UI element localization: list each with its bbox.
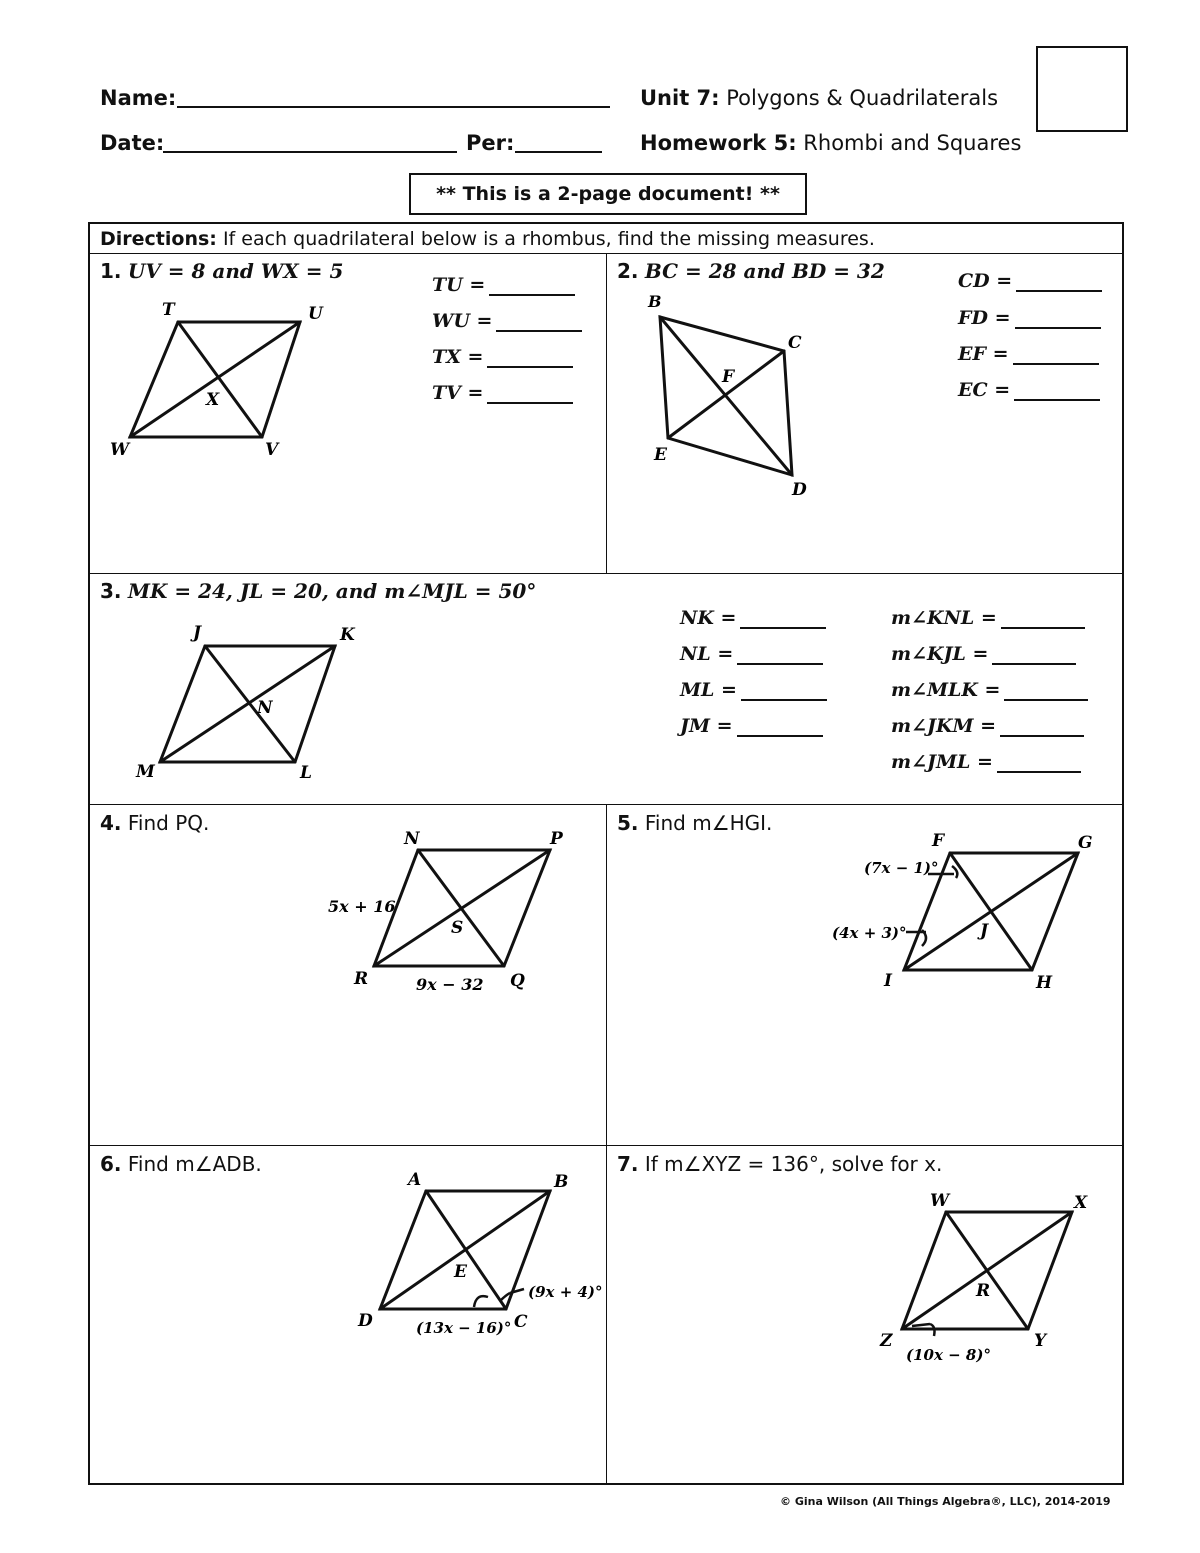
vertex-label-n: N xyxy=(257,698,273,718)
answer-blank[interactable]: CD = xyxy=(958,270,1102,292)
problem-given: MK = 24, JL = 20, and m∠MJL = 50° xyxy=(127,579,537,603)
copyright: © Gina Wilson (All Things Algebra®, LLC), 2014-2019 xyxy=(780,1495,1111,1508)
directions xyxy=(100,228,875,250)
rhombus-diagram-6 xyxy=(350,1165,610,1345)
homework-title: Rhombi and Squares xyxy=(803,131,1022,155)
vertex-label-y: Y xyxy=(1034,1331,1047,1351)
unit-label: Unit 7: xyxy=(640,86,720,110)
rhombus-diagram-5 xyxy=(826,826,1106,996)
angle-expression: (10x − 8)° xyxy=(906,1346,991,1364)
problem-3-statement xyxy=(100,579,536,603)
directions-text: If each quadrilateral below is a rhombus, find the missing measures. xyxy=(222,228,875,250)
unit-heading xyxy=(640,86,998,110)
vertex-label-a: A xyxy=(408,1170,422,1190)
answer-blank[interactable]: TV = xyxy=(432,382,573,404)
problem-5-statement xyxy=(617,811,772,835)
answer-blank[interactable]: TX = xyxy=(432,346,573,368)
vertex-label-d: D xyxy=(792,480,807,500)
vertex-label-c: C xyxy=(514,1312,528,1332)
vertex-label-g: G xyxy=(1078,833,1093,853)
problem-prompt: Find PQ. xyxy=(127,811,210,835)
two-page-banner: ** This is a 2-page document! ** xyxy=(409,173,807,215)
answer-blank[interactable]: TU = xyxy=(432,274,575,296)
angle-expression-top: (7x − 1)° xyxy=(864,859,939,877)
vertex-label-r: R xyxy=(976,1281,991,1301)
vertex-label-x: X xyxy=(206,390,220,410)
vertex-label-f: F xyxy=(932,831,945,851)
vertex-label-q: Q xyxy=(510,971,525,991)
answer-blank[interactable]: m∠MLK = xyxy=(891,679,1088,701)
problem-prompt: If m∠XYZ = 136°, solve for x. xyxy=(644,1152,943,1176)
problem-7-statement xyxy=(617,1152,942,1176)
period-label: Per: xyxy=(466,131,515,155)
answer-blank[interactable]: EF = xyxy=(958,343,1099,365)
angle-expression-bottom: (4x + 3)° xyxy=(832,924,907,942)
problem-4-statement xyxy=(100,811,209,835)
problem-number: 3. xyxy=(100,579,122,603)
period-field[interactable] xyxy=(515,151,602,153)
vertex-label-t: T xyxy=(162,300,175,320)
problem-number: 5. xyxy=(617,811,639,835)
answer-blank[interactable]: ML = xyxy=(680,679,827,701)
answer-blank[interactable]: NL = xyxy=(680,643,823,665)
vertex-label-r: R xyxy=(354,969,369,989)
vertex-label-c: C xyxy=(788,333,802,353)
problem-number: 2. xyxy=(617,259,639,283)
vertex-label-s: S xyxy=(451,918,464,938)
vertex-label-p: P xyxy=(550,829,563,849)
answer-blank[interactable]: NK = xyxy=(680,607,826,629)
problem-6-statement xyxy=(100,1152,262,1176)
vertex-label-w: W xyxy=(930,1191,950,1211)
grid-divider xyxy=(606,804,607,1485)
grid-divider xyxy=(606,253,607,573)
bottom-expression: 9x − 32 xyxy=(416,975,484,994)
rhombus-diagram-1 xyxy=(100,295,340,465)
vertex-label-v: V xyxy=(265,440,279,460)
problem-prompt: Find m∠ADB. xyxy=(127,1152,262,1176)
angle-expression-bottom: (13x − 16)° xyxy=(416,1319,512,1337)
vertex-label-f: F xyxy=(722,367,735,387)
vertex-label-u: U xyxy=(308,304,323,324)
vertex-label-x: X xyxy=(1074,1193,1088,1213)
vertex-label-m: M xyxy=(136,762,155,782)
vertex-label-w: W xyxy=(110,440,130,460)
vertex-label-j: J xyxy=(193,623,202,643)
vertex-label-n: N xyxy=(404,829,420,849)
vertex-label-b: B xyxy=(554,1172,569,1192)
answer-blank[interactable]: m∠KNL = xyxy=(891,607,1085,629)
vertex-label-e: E xyxy=(454,1262,467,1282)
date-label: Date: xyxy=(100,131,165,155)
rhombus-diagram-7 xyxy=(872,1186,1102,1376)
date-field[interactable] xyxy=(163,151,457,153)
problem-number: 1. xyxy=(100,259,122,283)
vertex-label-d: D xyxy=(358,1311,373,1331)
homework-label: Homework 5: xyxy=(640,131,797,155)
name-field[interactable] xyxy=(177,106,610,108)
problem-2-statement xyxy=(617,259,885,283)
answer-blank[interactable]: EC = xyxy=(958,379,1100,401)
answer-blank[interactable]: m∠KJL = xyxy=(891,643,1076,665)
answer-blank[interactable]: JM = xyxy=(680,715,823,737)
rhombus-diagram-4 xyxy=(320,822,580,1002)
problem-given: BC = 28 and BD = 32 xyxy=(644,259,885,283)
answer-blank[interactable]: m∠JKM = xyxy=(891,715,1084,737)
problem-number: 7. xyxy=(617,1152,639,1176)
grid-divider xyxy=(88,573,1124,574)
vertex-label-h: H xyxy=(1036,973,1053,993)
rhombus-diagram-2 xyxy=(640,285,830,505)
unit-title: Polygons & Quadrilaterals xyxy=(726,86,999,110)
homework-heading xyxy=(640,131,1021,155)
directions-label: Directions: xyxy=(100,228,217,250)
angle-expression-right: (9x + 4)° xyxy=(528,1283,603,1301)
side-expression: 5x + 16 xyxy=(328,897,396,916)
score-box[interactable] xyxy=(1036,46,1128,132)
vertex-label-b: B xyxy=(648,292,662,311)
vertex-label-k: K xyxy=(340,625,355,645)
problem-number: 4. xyxy=(100,811,122,835)
rhombus-diagram-3 xyxy=(130,620,360,790)
vertex-label-z: Z xyxy=(880,1331,893,1351)
vertex-label-l: L xyxy=(300,763,312,783)
answer-blank[interactable]: m∠JML = xyxy=(891,751,1081,773)
problem-prompt: Find m∠HGI. xyxy=(644,811,773,835)
vertex-label-e: E xyxy=(654,445,667,465)
vertex-label-j: J xyxy=(980,921,989,941)
answer-blank[interactable]: FD = xyxy=(958,307,1101,329)
vertex-label-i: I xyxy=(884,971,892,991)
problem-number: 6. xyxy=(100,1152,122,1176)
problem-given: UV = 8 and WX = 5 xyxy=(127,259,344,283)
name-label: Name: xyxy=(100,86,177,110)
problem-1-statement xyxy=(100,259,343,283)
answer-blank[interactable]: WU = xyxy=(432,310,582,332)
